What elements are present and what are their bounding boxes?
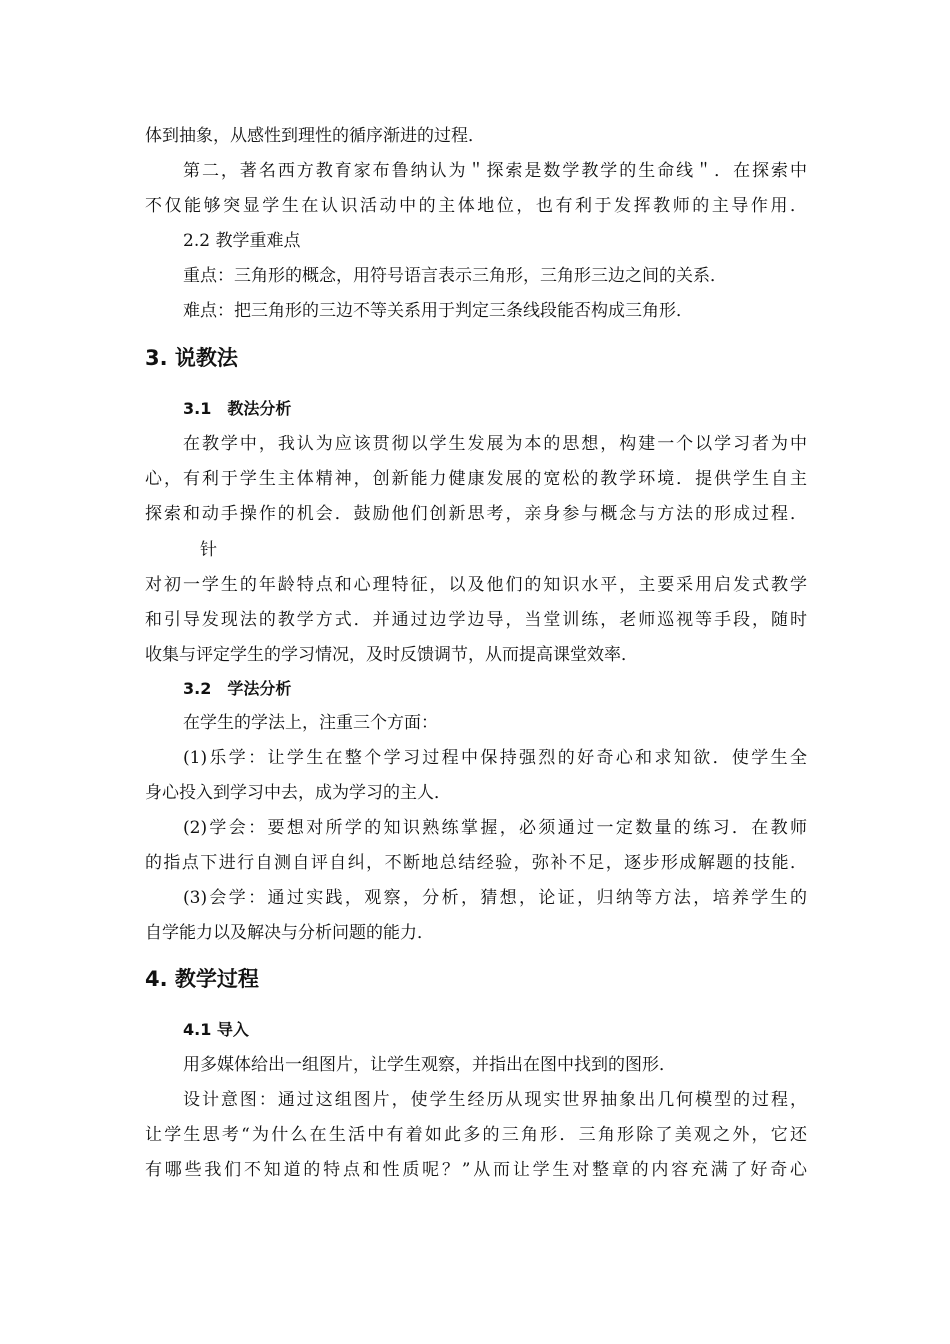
paragraph-line: 身心投入到学习中去，成为学习的主人． [145,783,451,803]
paragraph-line: 难点：把三角形的三边不等关系用于判定三条线段能否构成三角形． [183,301,693,321]
paragraph-line: 设计意图：通过这组图片，使学生经历从现实世界抽象出几何模型的过程， [183,1090,807,1110]
paragraph-line: 让学生思考“为什么在生活中有着如此多的三角形．三角形除了美观之外，它还 [145,1125,807,1145]
subsection-heading: 3.1 教法分析 [183,399,292,418]
paragraph-line: 对初一学生的年龄特点和心理特征，以及他们的知识水平，主要采用启发式教学 [145,575,807,595]
paragraph-line: 不仅能够突显学生在认识活动中的主体地位，也有利于发挥教师的主导作用． [145,196,807,216]
subsection-heading: 2.2 教学重难点 [183,231,301,251]
paragraph-line: (1)乐学：让学生在整个学习过程中保持强烈的好奇心和求知欲．使学生全 [183,748,807,768]
paragraph-line: 用多媒体给出一组图片，让学生观察，并指出在图中找到的图形． [183,1055,676,1075]
section-heading: 4. 教学过程 [145,967,259,991]
paragraph-line: 的指点下进行自测自评自纠，不断地总结经验，弥补不足，逐步形成解题的技能． [145,853,807,873]
paragraph-line: 体到抽象，从感性到理性的循序渐进的过程． [145,126,485,146]
paragraph-line: 心，有利于学生主体精神，创新能力健康发展的宽松的教学环境．提供学生自主 [145,469,807,489]
paragraph-line: (3)会学：通过实践，观察，分析，猜想，论证，归纳等方法，培养学生的 [183,888,807,908]
paragraph-line: 探索和动手操作的机会．鼓励他们创新思考，亲身参与概念与方法的形成过程． [145,504,807,524]
paragraph-line: 有哪些我们不知道的特点和性质呢？”从而让学生对整章的内容充满了好奇心 [145,1160,807,1180]
paragraph-line: (2)学会：要想对所学的知识熟练掌握，必须通过一定数量的练习．在教师 [183,818,807,838]
paragraph-line: 在教学中，我认为应该贯彻以学生发展为本的思想，构建一个以学习者为中 [183,434,807,454]
paragraph-line: 和引导发现法的教学方式．并通过边学边导，当堂训练，老师巡视等手段，随时 [145,610,807,630]
subsection-heading: 3.2 学法分析 [183,679,292,698]
paragraph-line: 第二，著名西方教育家布鲁纳认为＂探索是数学教学的生命线＂．在探索中 [183,161,807,181]
paragraph-line: 在学生的学法上，注重三个方面： [183,713,438,733]
paragraph-line: 重点：三角形的概念，用符号语言表示三角形，三角形三边之间的关系． [183,266,727,286]
paragraph-line: 收集与评定学生的学习情况，及时反馈调节，从而提高课堂效率． [145,645,638,665]
subsection-heading: 4.1 导入 [183,1020,249,1039]
paragraph-line: 自学能力以及解决与分析问题的能力． [145,923,434,943]
paragraph-line: 针 [200,540,217,560]
section-heading: 3. 说教法 [145,346,238,370]
